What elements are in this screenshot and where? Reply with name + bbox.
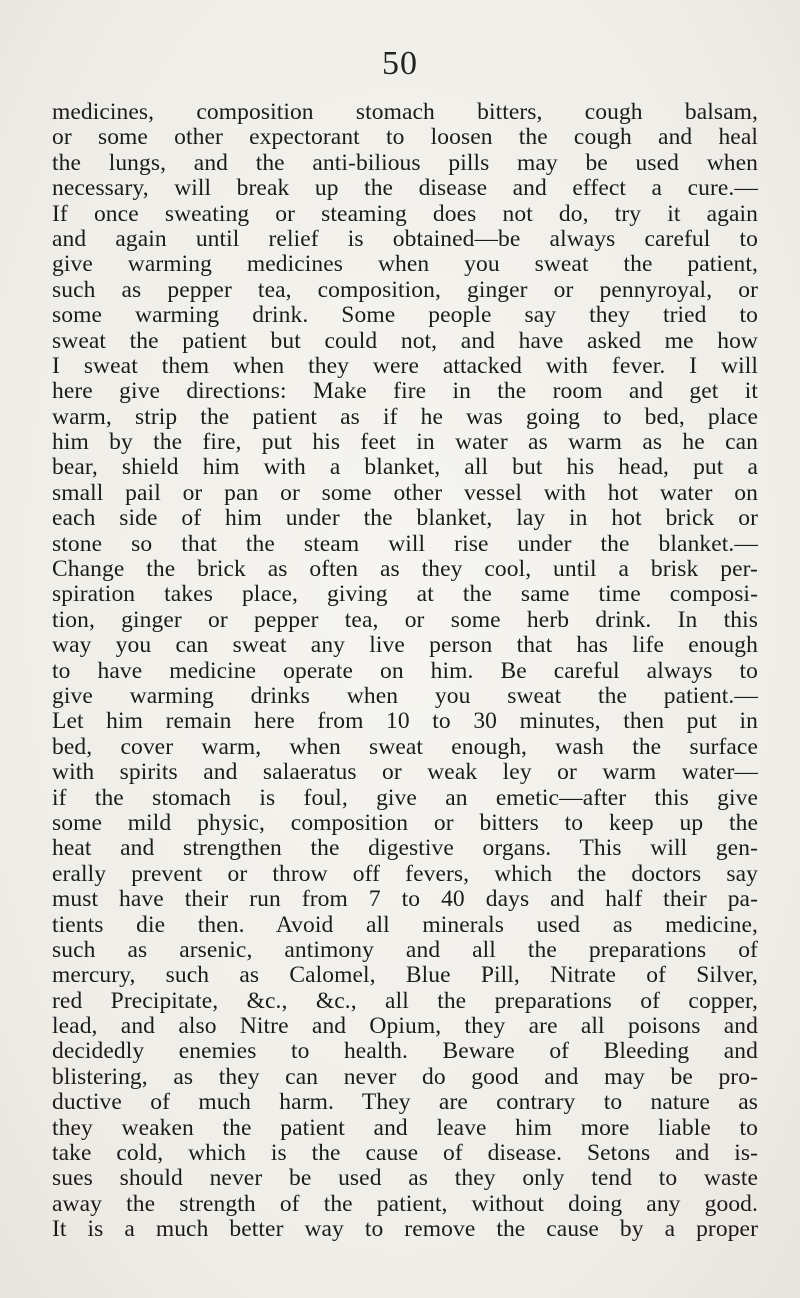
- text-line: Change the brick as often as they cool, until a brisk per-: [52, 556, 758, 583]
- text-line: sweat the patient but could not, and have asked me how: [52, 327, 758, 354]
- text-line: I sweat them when they were attacked with fever. I will: [52, 352, 758, 379]
- text-line: to have medicine operate on him. Be careful always to: [52, 657, 758, 684]
- text-line: and again until relief is obtained—be always careful to: [52, 225, 758, 252]
- text-line: stone so that the steam will rise under the blanket.—: [52, 530, 758, 557]
- text-line: lead, and also Nitre and Opium, they are all poisons and: [52, 1013, 758, 1040]
- text-line: him by the fire, put his feet in water as warm as he can: [52, 429, 758, 456]
- text-line: erally prevent or throw off fevers, which the doctors say: [52, 860, 758, 887]
- text-line: red Precipitate, &c., &c., all the preparations of copper,: [52, 987, 758, 1014]
- text-line: such as arsenic, antimony and all the preparations of: [52, 936, 758, 963]
- text-line: they weaken the patient and leave him more liable to: [52, 1114, 758, 1141]
- text-line: some mild physic, composition or bitters to keep up the: [52, 809, 758, 836]
- text-line: such as pepper tea, composition, ginger or pennyroyal, or: [52, 276, 758, 303]
- text-line: sues should never be used as they only tend to waste: [52, 1165, 758, 1192]
- text-line: small pail or pan or some other vessel with hot water on: [52, 479, 758, 506]
- text-line: way you can sweat any live person that has life enough: [52, 632, 758, 659]
- page-number: 50: [382, 45, 418, 82]
- text-line: Let him remain here from 10 to 30 minutes, then put in: [52, 708, 758, 735]
- text-line: blistering, as they can never do good and may be pro-: [52, 1063, 758, 1090]
- text-line: ductive of much harm. They are contrary to nature as: [52, 1089, 758, 1116]
- text-line: if the stomach is foul, give an emetic—after this give: [52, 784, 758, 811]
- text-line: with spirits and salaeratus or weak ley or warm water—: [52, 759, 758, 786]
- text-line: take cold, which is the cause of disease. Setons and is-: [52, 1140, 758, 1167]
- text-line: tion, ginger or pepper tea, or some herb drink. In this: [52, 606, 758, 633]
- text-line: mercury, such as Calomel, Blue Pill, Nitrate of Silver,: [52, 962, 758, 989]
- text-line: medicines, composition stomach bitters, cough balsam,: [52, 99, 758, 125]
- body-text: [52, 100, 758, 1243]
- text-line: some warming drink. Some people say they tried to: [52, 302, 758, 329]
- text-line: bear, shield him with a blanket, all but his head, put a: [52, 454, 758, 481]
- text-line: decidedly enemies to health. Beware of Bleeding and: [52, 1038, 758, 1065]
- text-line: away the strength of the patient, without doing any good.: [52, 1190, 758, 1217]
- text-line: warm, strip the patient as if he was going to bed, place: [52, 403, 758, 430]
- text-line: bed, cover warm, when sweat enough, wash the surface: [52, 733, 758, 760]
- text-line: tients die then. Avoid all minerals used as medicine,: [52, 911, 758, 938]
- text-line: or some other expectorant to loosen the cough and heal: [52, 124, 758, 151]
- text-line: spiration takes place, giving at the same time composi-: [52, 581, 758, 608]
- text-line: must have their run from 7 to 40 days and half their pa-: [52, 886, 758, 913]
- text-line: give warming medicines when you sweat the patient,: [52, 251, 758, 278]
- text-line: It is a much better way to remove the cause by a proper: [52, 1216, 758, 1243]
- text-line: If once sweating or steaming does not do, try it again: [52, 200, 758, 227]
- text-line: the lungs, and the anti-bilious pills may be used when: [52, 149, 758, 176]
- text-line: heat and strengthen the digestive organs. This will gen-: [52, 835, 758, 862]
- text-line: here give directions: Make fire in the room and get it: [52, 378, 758, 405]
- text-line: each side of him under the blanket, lay in hot brick or: [52, 505, 758, 532]
- text-line: necessary, will break up the disease and effect a cure.—: [52, 175, 758, 202]
- text-line: give warming drinks when you sweat the patient.—: [52, 682, 758, 709]
